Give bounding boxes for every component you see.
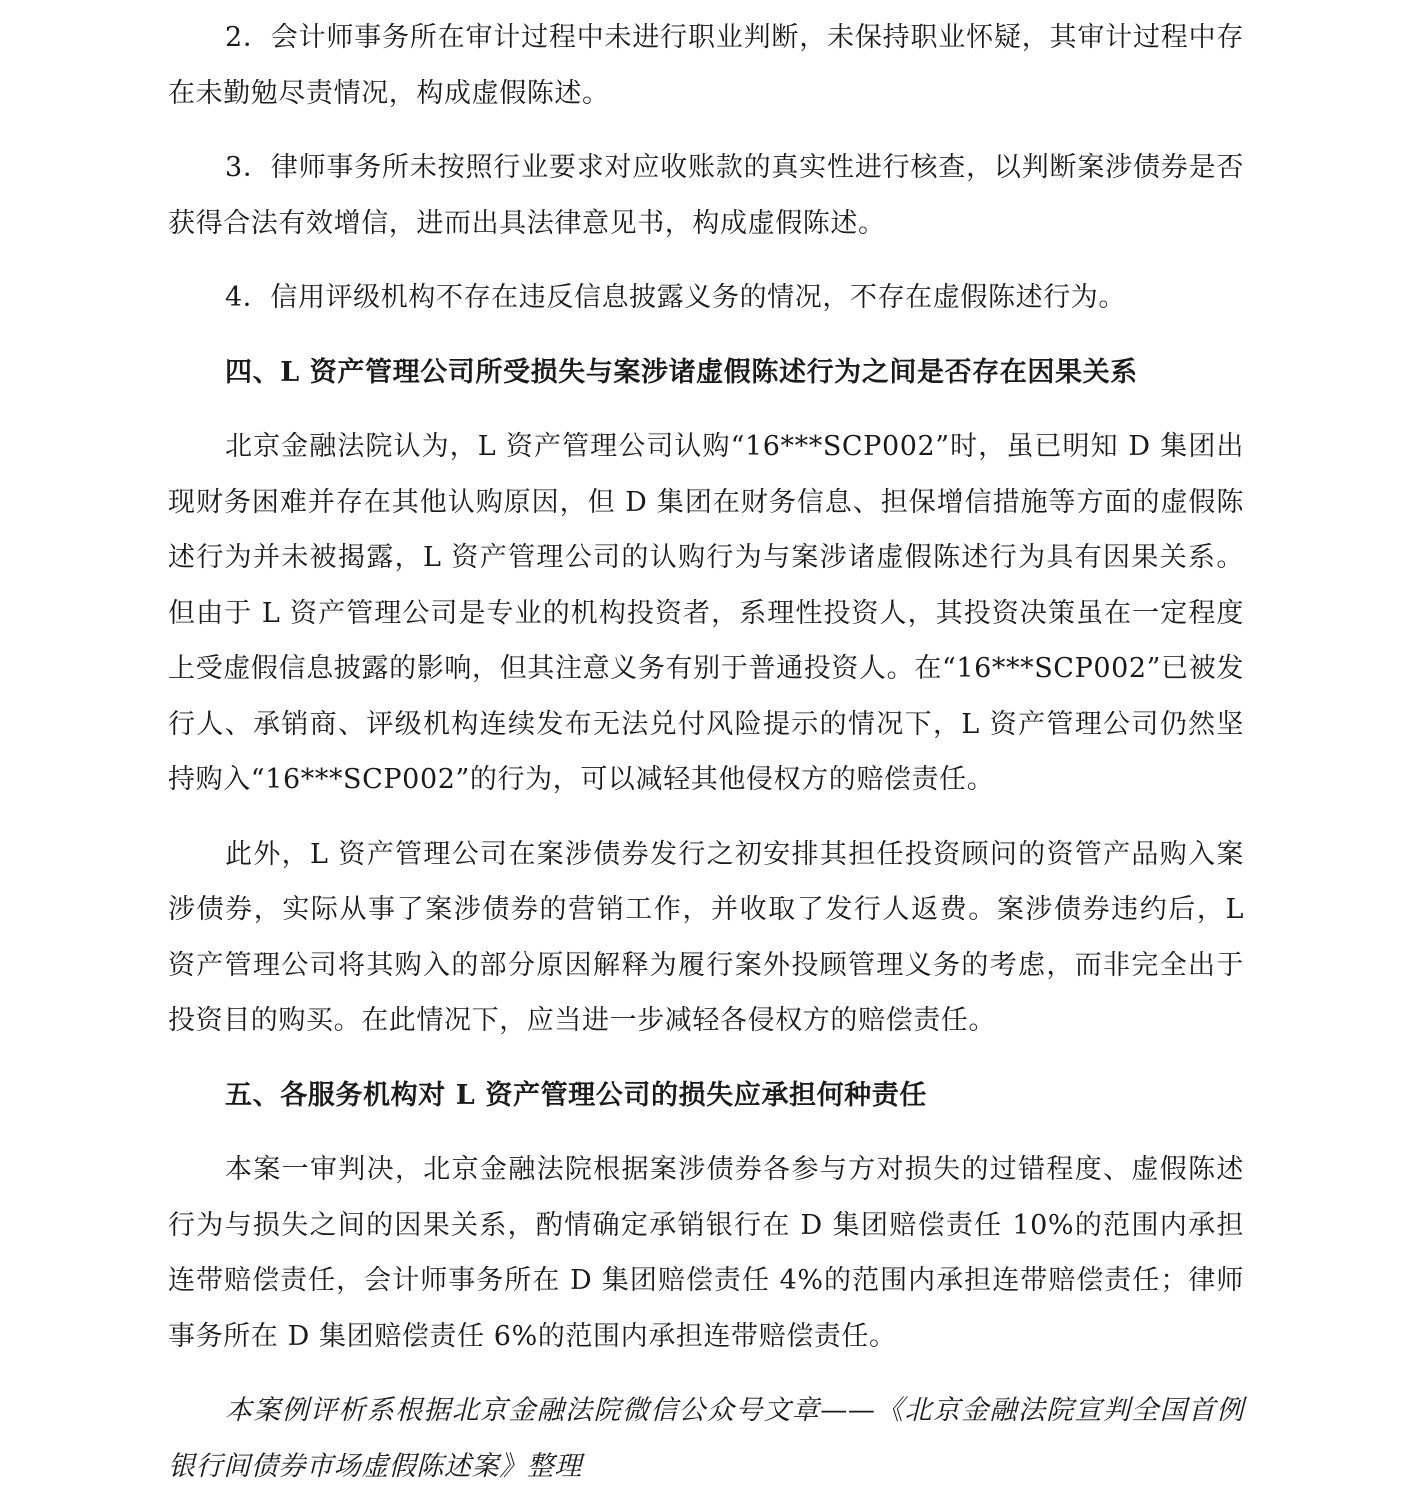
list-item-rating-agency: 4．信用评级机构不存在违反信息披露义务的情况，不存在虚假陈述行为。 (225, 282, 1126, 313)
source-note: 本案例评析系根据北京金融法院微信公众号文章——《北京金融法院宣判全国首例银行间债券市场虚假陈述案》整理 (168, 1395, 1244, 1482)
section-heading-causation: 四、L 资产管理公司所受损失与案涉诸虚假陈述行为之间是否存在因果关系 (225, 356, 1138, 388)
document-body (168, 10, 1244, 1494)
list-item-accounting-firm: 2．会计师事务所在审计过程中未进行职业判断，未保持职业怀疑，其审计过程中存在未勤勉尽责情况，构成虚假陈述。 (168, 22, 1244, 109)
list-item-law-firm: 3．律师事务所未按照行业要求对应收账款的真实性进行核查，以判断案涉债券是否获得合法有效增信，进而出具法律意见书，构成虚假陈述。 (168, 152, 1244, 239)
paragraph-judgment: 本案一审判决，北京金融法院根据案涉债券各参与方对损失的过错程度、虚假陈述行为与损失之间的因果关系，酌情确定承销银行在 D 集团赔偿责任 10%的范围内承担连带赔偿责任，会计师事务所在 D 集团赔偿责任 4%的范围内承担连带赔偿责任；律师事务所在 D 集团赔偿责任 6%的范围内承担连带赔偿责任。 (168, 1154, 1244, 1352)
paragraph-additional: 此外，L 资产管理公司在案涉债券发行之初安排其担任投资顾问的资管产品购入案涉债券，实际从事了案涉债券的营销工作，并收取了发行人返费。案涉债券违约后，L 资产管理公司将其购入的部分原因解释为履行案外投顾管理义务的考虑，而非完全出于投资目的购买。在此情况下，应当进一步减轻各侵权方的赔偿责任。 (168, 838, 1244, 1036)
section-heading-liability: 五、各服务机构对 L 资产管理公司的损失应承担何种责任 (225, 1079, 927, 1111)
paragraph-court-view: 北京金融法院认为，L 资产管理公司认购“16***SCP002”时，虽已明知 D 集团出现财务困难并存在其他认购原因，但 D 集团在财务信息、担保增信措施等方面的虚假陈述行为并未被揭露，L 资产管理公司的认购行为与案涉诸虚假陈述行为具有因果关系。但由于 L 资产管理公司是专业的机构投资者，系理性投资人，其投资决策虽在一定程度上受虚假信息披露的影响，但其注意义务有别于普通投资人。在“16***SCP002”已被发行人、承销商、评级机构连续发布无法兑付风险提示的情况下，L 资产管理公司仍然坚持购入“16***SCP002”的行为，可以减轻其他侵权方的赔偿责任。 (168, 431, 1244, 795)
